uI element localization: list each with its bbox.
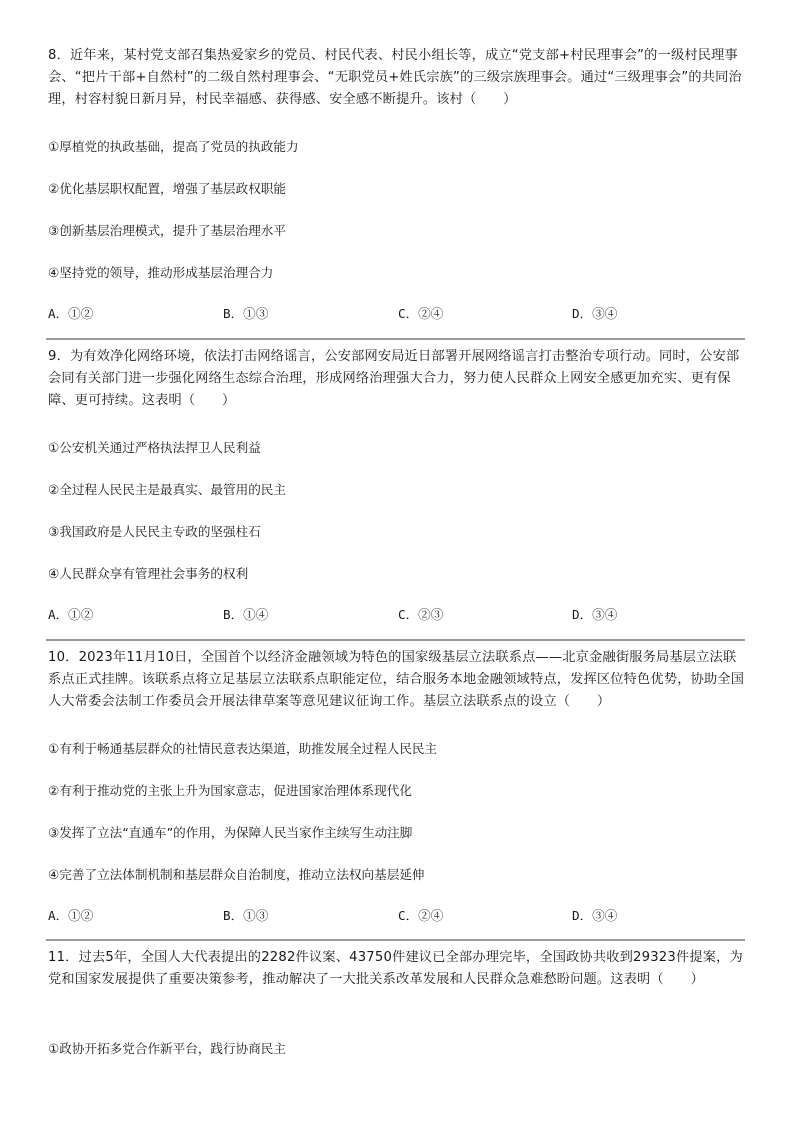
statement-option: ④坚持党的领导，推动形成基层治理合力 bbox=[48, 265, 274, 280]
question-stem: 9．为有效净化网络环境，依法打击网络谣言，公安部网安局近日部署开展网络谣言打击整治专项行动。同时，公安部会同有关部门进一步强化网络生态综合治理，形成网络治理强大合力，努力使人民群众上网安全感更加充实、更有保障、更可持续。这表明（ ） bbox=[48, 349, 740, 408]
statement-option: ③创新基层治理模式，提升了基层治理水平 bbox=[48, 223, 286, 238]
choice-a[interactable]: A．①② bbox=[48, 306, 94, 321]
answer-choices bbox=[48, 606, 746, 624]
question-10 bbox=[48, 647, 746, 923]
choice-b[interactable]: B．①③ bbox=[223, 908, 269, 923]
choice-a[interactable]: A．①② bbox=[48, 607, 94, 622]
statement-option: ④人民群众享有管理社会事务的权利 bbox=[48, 566, 249, 581]
question-divider bbox=[46, 639, 745, 641]
choice-c[interactable]: C．②③ bbox=[398, 607, 444, 622]
statement-option: ②有利于推动党的主张上升为国家意志，促进国家治理体系现代化 bbox=[48, 783, 412, 798]
statement-option: ③发挥了立法“直通车”的作用，为保障人民当家作主续写生动注脚 bbox=[48, 825, 413, 840]
question-stem: 11．过去5年，全国人大代表提出的2282件议案、43750件建议已全部办理完毕，全国政协共收到29323件提案，为党和国家发展提供了重要决策参考，推动解决了一大批关系改革发展和人民群众急难愁盼问题。这表明（ ） bbox=[48, 950, 743, 987]
choice-b[interactable]: B．①③ bbox=[223, 306, 269, 321]
question-divider bbox=[46, 338, 745, 340]
choice-d[interactable]: D．③④ bbox=[572, 607, 618, 622]
question-9 bbox=[48, 346, 746, 622]
question-stem: 8．近年来，某村党支部召集热爱家乡的党员、村民代表、村民小组长等，成立“党支部+村民理事会”的一级村民理事会、“把片干部+自然村”的二级自然村理事会、“无职党员+姓氏宗族”的三级宗族理事会。通过“三级理事会”的共同治理，村容村貌日新月异，村民幸福感、获得感、安全感不断提升。该村（ ） bbox=[48, 48, 742, 107]
question-stem: 10．2023年11月10日，全国首个以经济金融领域为特色的国家级基层立法联系点——北京金融街服务局基层立法联系点正式挂牌。该联系点将立足基层立法联系点职能定位，结合服务本地金融领域特点，发挥区位特色优势，协助全国人大常委会法制工作委员会开展法律草案等意见建议征询工作。基层立法联系点的设立（ ） bbox=[48, 650, 745, 709]
answer-choices bbox=[48, 305, 746, 323]
statement-option: ①公安机关通过严格执法捍卫人民利益 bbox=[48, 440, 261, 455]
answer-choices bbox=[48, 907, 746, 925]
question-divider bbox=[46, 939, 745, 941]
statement-option: ①厚植党的执政基础，提高了党员的执政能力 bbox=[48, 139, 299, 154]
statement-option: ①有利于畅通基层群众的社情民意表达渠道，助推发展全过程人民民主 bbox=[48, 741, 438, 756]
statement-option: ②全过程人民民主是最真实、最管用的民主 bbox=[48, 482, 286, 497]
question-11 bbox=[48, 947, 746, 1056]
question-8 bbox=[48, 45, 746, 321]
choice-d[interactable]: D．③④ bbox=[572, 908, 618, 923]
choice-b[interactable]: B．①④ bbox=[223, 607, 269, 622]
statement-option: ③我国政府是人民民主专政的坚强柱石 bbox=[48, 524, 261, 539]
statement-option: ②优化基层职权配置，增强了基层政权职能 bbox=[48, 181, 286, 196]
statement-option: ①政协开拓多党合作新平台，践行协商民主 bbox=[48, 1041, 286, 1056]
choice-a[interactable]: A．①② bbox=[48, 908, 94, 923]
choice-c[interactable]: C．②④ bbox=[398, 306, 444, 321]
choice-d[interactable]: D．③④ bbox=[572, 306, 618, 321]
choice-c[interactable]: C．②④ bbox=[398, 908, 444, 923]
statement-option: ④完善了立法体制机制和基层群众自治制度，推动立法权向基层延伸 bbox=[48, 867, 425, 882]
